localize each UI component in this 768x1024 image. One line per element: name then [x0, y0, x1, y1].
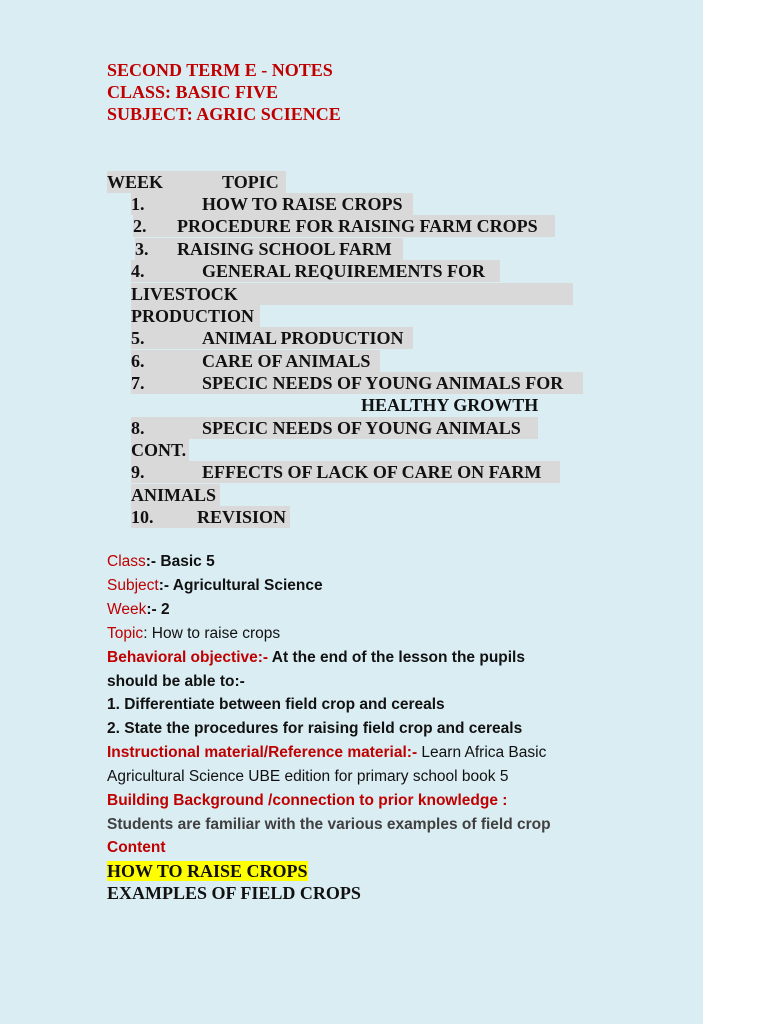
subject-line [107, 575, 323, 597]
content-subheading: EXAMPLES OF FIELD CROPS [107, 883, 361, 903]
subject-value: :- Agricultural Science [158, 577, 323, 594]
week-line [107, 599, 170, 621]
week-topic: SPECIC NEEDS OF YOUNG ANIMALS FOR [202, 373, 564, 393]
week-number: 7. [131, 373, 145, 393]
topic-value: : How to raise crops [143, 625, 281, 642]
background-label: Building Background /connection to prior knowledge : [107, 792, 508, 809]
material-text-continued: Agricultural Science UBE edition for primary school book 5 [107, 768, 509, 785]
header-line-class: CLASS: BASIC FIVE [107, 82, 279, 102]
class-value: :- Basic 5 [145, 553, 215, 570]
week-number: 9. [131, 462, 145, 482]
week-topic: GENERAL REQUIREMENTS FOR [202, 261, 486, 281]
background-text: Students are familiar with the various examples of field crop [107, 816, 551, 833]
week-number: 6. [131, 351, 145, 371]
objective-item: 1. Differentiate between field crop and cereals [107, 696, 445, 713]
scheme-row [131, 193, 413, 215]
objective-item: 2. State the procedures for raising field crop and cereals [107, 720, 523, 737]
week-number: 4. [131, 261, 145, 281]
week-topic: CARE OF ANIMALS [202, 351, 371, 371]
week-number: 3. [135, 239, 149, 259]
week-topic-continued: PRODUCTION [131, 305, 260, 327]
week-number: 1. [131, 194, 145, 214]
week-topic: ANIMAL PRODUCTION [202, 328, 404, 348]
week-number: 2. [133, 216, 147, 236]
week-topic: PROCEDURE FOR RAISING FARM CROPS [177, 216, 538, 236]
content-heading-text: HOW TO RAISE CROPS [107, 861, 308, 881]
scheme-row [133, 215, 555, 237]
topic-line [107, 623, 280, 645]
week-value: :- 2 [146, 601, 170, 618]
scheme-row [131, 372, 583, 394]
scheme-row [131, 327, 413, 349]
objective-text: At the end of the lesson the pupils [268, 649, 525, 666]
scheme-row [135, 238, 403, 260]
content-heading [107, 860, 308, 882]
scheme-row [131, 417, 538, 439]
week-topic: HOW TO RAISE CROPS [202, 194, 403, 214]
week-topic: RAISING SCHOOL FARM [177, 239, 392, 259]
scheme-row [131, 506, 290, 528]
week-label: Week [107, 601, 147, 618]
content-label: Content [107, 839, 166, 856]
header-line-term: SECOND TERM E - NOTES [107, 60, 333, 80]
scheme-row [131, 260, 500, 282]
week-topic-continued: CONT. [131, 439, 189, 461]
objective-text-continued: should be able to:- [107, 673, 245, 690]
scheme-row [131, 350, 380, 372]
objective-label: Behavioral objective:- [107, 649, 269, 666]
material-line [107, 742, 546, 764]
week-topic-continued: ANIMALS [131, 484, 220, 506]
material-text: Learn Africa Basic [417, 744, 547, 761]
header-line-subject: SUBJECT: AGRIC SCIENCE [107, 104, 341, 124]
scheme-row [131, 461, 560, 483]
week-topic: SPECIC NEEDS OF YOUNG ANIMALS [202, 418, 521, 438]
week-topic: EFFECTS OF LACK OF CARE ON FARM [202, 462, 542, 482]
week-topic-continued-text: HEALTHY GROWTH [361, 395, 539, 415]
week-number: 10. [131, 507, 154, 527]
objective-line [107, 647, 525, 669]
class-label: Class [107, 553, 146, 570]
material-label: Instructional material/Reference material:- [107, 744, 418, 761]
subject-label: Subject [107, 577, 159, 594]
week-number: 5. [131, 328, 145, 348]
week-column-header: WEEK [107, 172, 164, 192]
class-line [107, 551, 215, 573]
topic-column-header: TOPIC [222, 172, 279, 192]
topic-label: Topic [107, 625, 144, 642]
scheme-header [107, 171, 286, 193]
week-number: 8. [131, 418, 145, 438]
week-topic: REVISION [197, 507, 287, 527]
week-topic-continued: LIVESTOCK [131, 283, 573, 305]
